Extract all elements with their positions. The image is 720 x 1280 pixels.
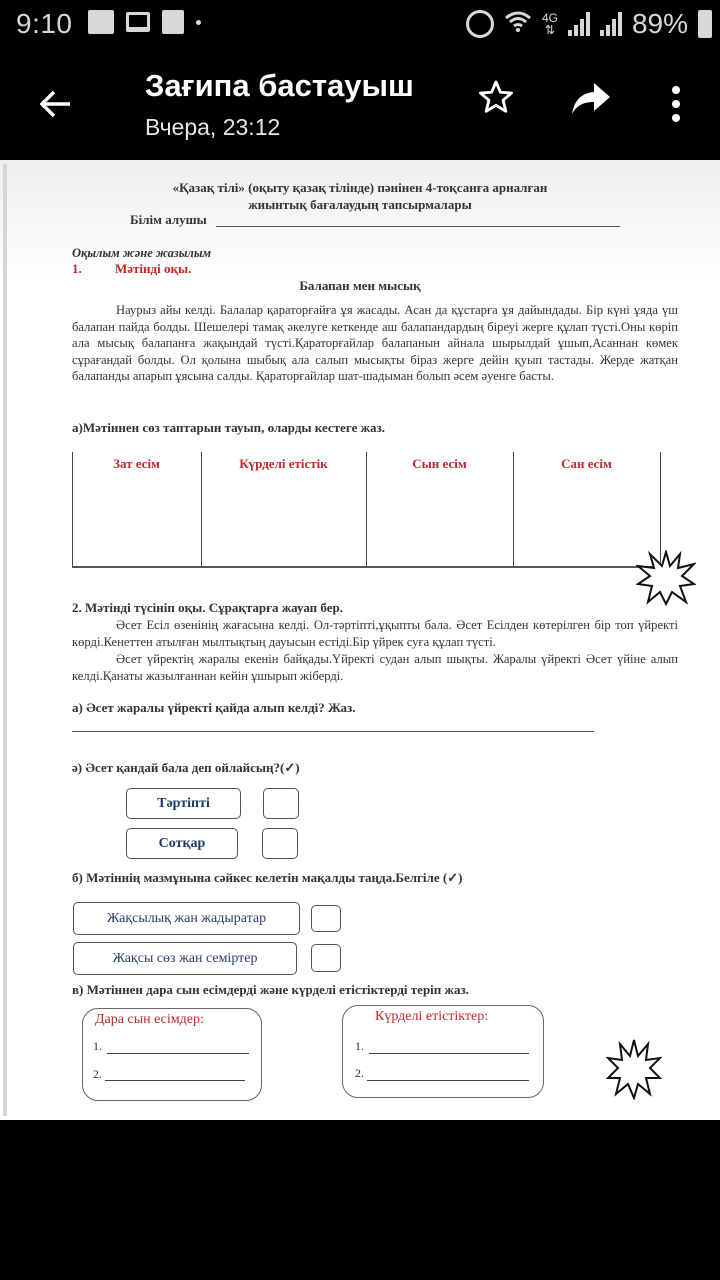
message-title: Зағипа бастауыш	[145, 68, 414, 103]
answer-line	[107, 1053, 249, 1054]
question-a: а) Әсет жаралы үйректі қайда алып келді? Жаз.	[72, 700, 356, 715]
checkbox-sotkar[interactable]	[262, 828, 298, 859]
table-header: Сын есім	[412, 456, 467, 471]
laptop-icon	[126, 12, 150, 32]
system-icons	[466, 8, 712, 40]
share-icon	[570, 81, 612, 117]
task2-title: 2. Мәтінді түсініп оқы. Сұрақтарға жауап бер.	[72, 600, 343, 615]
task1-title: Мәтінді оқы.	[115, 261, 192, 276]
question-ae: ә) Әсет қандай бала деп ойлайсың?(✓)	[72, 760, 300, 775]
app-bar	[0, 48, 720, 160]
option-tartipti: Тәртіпті	[126, 788, 241, 819]
document-border	[3, 164, 7, 1116]
task2-paragraph-2: Әсет үйректің жаралы екенін байқады.Үйректі судан алып шықты. Жаралы үйректі Әсет үйіне алып келді.Қанаты жазылғаннан кейін ұшырып жіберді.	[72, 652, 678, 683]
question-b: б) Мәтіннің мазмұнына сәйкес келетін мақалды таңда.Белгіле (✓)	[72, 870, 463, 885]
table-header: Күрделі етістік	[239, 456, 328, 471]
checkbox-proverb-2[interactable]	[311, 944, 341, 972]
story-text-body: Наурыз айы келді. Балалар қараторғайға ұя жасады. Асан да құстарға ұя дайындады. Бір күні ұяда үш балапан пайда болды. Шешелері тамақ әкелуге кеткенде аш балапандардың біреуі жерге құлап түсті.Оны көріп ала мысық балапанға жақындай түсті.Қараторғайлар балапанын айнала шырылдай ұшып,Асаннан көмек сұрағандай болды. Ол қолына шыбық ала салып мысықты біраз жерге дейін қуып тастады. Жерде жатқан балапанды апарып ұясына салды. Қараторғайлар шат-шадыман болып әсем әуенге басты.	[72, 303, 678, 383]
signal-icon	[568, 12, 590, 36]
task1-number: 1.	[72, 261, 82, 276]
option-proverb-1: Жақсылық жан жадыратар	[73, 902, 300, 935]
folder-icon	[162, 10, 184, 34]
option-proverb-2: Жақсы сөз жан семіртер	[73, 942, 297, 975]
dot-icon	[196, 20, 201, 25]
battery-icon	[698, 10, 712, 38]
wifi-icon	[504, 9, 532, 39]
doc-header-line1: «Қазақ тілі» (оқыту қазақ тілінде) пәнінен 4-тоқсанға арналған	[172, 180, 548, 195]
back-button[interactable]	[30, 78, 82, 130]
answer-line	[105, 1080, 245, 1081]
table-header: Зат есім	[113, 456, 160, 471]
table-header: Сан есім	[561, 456, 612, 471]
task2-paragraph-1: Әсет Есіл өзенінің жағасына келді. Ол-тәртіпті,ұқыпты бала. Әсет Есілден көтерілген бір топ үйректі көрді.Кенеттен атылған мылтықтың дауысын естіді.Бір үйрек суға құлап түсті.	[72, 618, 678, 649]
gallery-icon	[88, 10, 114, 34]
alarm-icon	[466, 10, 494, 38]
empty-area	[0, 1120, 720, 1280]
share-button[interactable]	[565, 78, 617, 130]
arrow-left-icon	[38, 86, 74, 122]
4g-icon: 4G ⇅	[541, 11, 558, 37]
student-label: Білім алушы	[130, 212, 207, 227]
adjectives-box-title: Дара сын есімдер:	[95, 1012, 204, 1027]
question-v: в) Мәтіннен дара сын есімдерді және күрделі етістіктерді теріп жаз.	[72, 982, 469, 997]
task1a-text: а)Мәтіннен сөз таптарын тауып, оларды кестеге жаз.	[72, 420, 385, 435]
battery-percent: 89%	[631, 8, 688, 39]
option-sotkar: Сотқар	[126, 828, 238, 859]
doc-header-line2: жиынтық бағалаудың тапсырмалары	[248, 197, 472, 212]
checkbox-tartipti[interactable]	[263, 788, 299, 819]
more-options-button[interactable]	[660, 78, 692, 130]
document-image[interactable]	[0, 160, 720, 1120]
answer-line	[367, 1080, 529, 1081]
answer-line	[369, 1053, 529, 1054]
signal-icon	[600, 12, 622, 36]
section-label: Оқылым және жазылым	[72, 246, 212, 260]
answer-line	[72, 731, 594, 732]
notification-icons	[88, 10, 201, 34]
checkbox-proverb-1[interactable]	[311, 905, 341, 932]
story-title: Балапан мен мысық	[299, 278, 421, 293]
compound-verbs-box-title: Күрделі етістіктер:	[375, 1009, 489, 1024]
status-time: 9:10	[16, 8, 73, 39]
word-classes-table	[72, 452, 662, 568]
starburst-icon	[636, 550, 696, 606]
student-name-line	[216, 226, 620, 227]
story-text	[72, 302, 678, 385]
adjectives-box: Дара сын есімдер: 1. 2.	[82, 1008, 262, 1101]
network-label: 4G	[541, 11, 558, 25]
compound-verbs-box: Күрделі етістіктер: 1. 2.	[342, 1005, 544, 1098]
star-button[interactable]	[470, 78, 522, 130]
starburst-icon	[606, 1038, 662, 1100]
more-vert-icon	[672, 86, 680, 94]
star-icon	[477, 78, 515, 116]
message-timestamp: Вчера, 23:12	[145, 114, 281, 140]
status-bar	[0, 0, 720, 48]
